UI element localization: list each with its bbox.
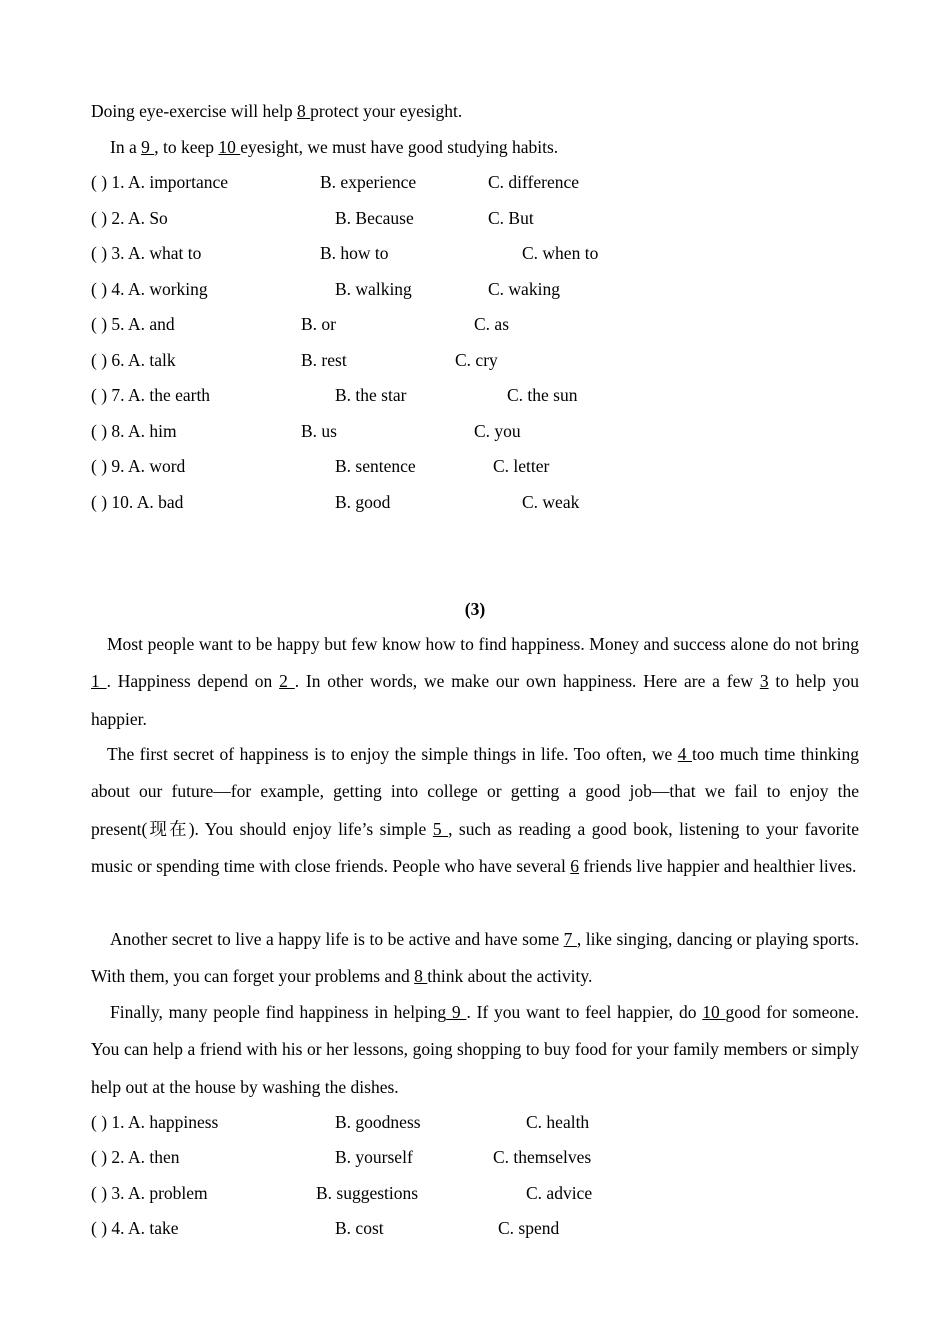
text: think about the activity. — [427, 966, 593, 987]
blank-9[interactable]: 9 — [446, 1002, 467, 1022]
blank-7[interactable]: 7 — [563, 929, 577, 949]
text: The first secret of happiness is to enjoy the simple things in life. Too often, we — [107, 744, 678, 764]
option-b[interactable]: B. suggestions — [316, 1183, 419, 1203]
text: eyesight, we must have good studying habits. — [240, 137, 559, 157]
option-c[interactable]: C. But — [488, 208, 534, 228]
text: protect your eyesight. — [310, 101, 463, 121]
option-c[interactable]: C. advice — [526, 1183, 593, 1203]
blank-10[interactable]: 10 — [702, 1002, 726, 1022]
text: Another secret to live a happy life is to be active and have some — [110, 929, 564, 949]
blank-2[interactable]: 2 — [279, 671, 295, 692]
question-2[interactable]: ( ) 2. A. then — [91, 1147, 180, 1167]
question-9[interactable]: ( ) 9. A. word — [91, 456, 186, 476]
option-c[interactable]: C. you — [474, 421, 521, 441]
text: friends live happier and healthier lives. — [578, 855, 857, 876]
text: In a — [110, 137, 142, 157]
text: to help you happier. — [91, 671, 859, 729]
question-1[interactable]: ( ) 1. A. importance — [91, 172, 229, 192]
section-title: (3) — [464, 599, 486, 619]
option-c[interactable]: C. waking — [488, 279, 560, 299]
option-c[interactable]: C. spend — [498, 1218, 560, 1238]
option-c[interactable]: C. as — [474, 314, 509, 334]
option-c[interactable]: C. when to — [522, 243, 599, 263]
blank-5[interactable]: 5 — [432, 818, 449, 839]
text: , to keep — [154, 137, 219, 157]
option-b[interactable]: B. how to — [320, 243, 389, 263]
paragraph-3 — [91, 921, 859, 996]
option-b[interactable]: B. us — [301, 421, 337, 441]
blank-3[interactable]: 3 — [759, 671, 769, 692]
option-c[interactable]: C. weak — [522, 492, 580, 512]
text: Most people want to be happy but few know how to find happiness. Money and success alone do not bring — [107, 634, 859, 654]
text: . If you want to feel happier, do — [466, 1002, 703, 1022]
blank-8[interactable]: 8 — [297, 101, 311, 121]
paragraph-2 — [91, 736, 859, 885]
option-c[interactable]: C. the sun — [507, 385, 578, 405]
option-c[interactable]: C. difference — [488, 172, 580, 192]
question-4[interactable]: ( ) 4. A. take — [91, 1218, 179, 1238]
question-5[interactable]: ( ) 5. A. and — [91, 314, 175, 334]
option-c[interactable]: C. cry — [455, 350, 498, 370]
question-3[interactable]: ( ) 3. A. problem — [91, 1183, 208, 1203]
option-b[interactable]: B. cost — [335, 1218, 384, 1238]
question-10[interactable]: ( ) 10. A. bad — [91, 492, 184, 512]
blank-10[interactable]: 10 — [218, 137, 241, 157]
text: . In other words, we make our own happiness. Here are a few — [294, 671, 760, 692]
question-1[interactable]: ( ) 1. A. happiness — [91, 1112, 219, 1132]
option-c[interactable]: C. letter — [493, 456, 550, 476]
passage-line-1 — [91, 99, 462, 123]
text: good for someone. You can help a friend with his or her lessons, going shopping to buy food for your family members or simply help out at the house by washing the dishes. — [91, 1002, 859, 1097]
text: Finally, many people find happiness in helping — [110, 1002, 447, 1022]
option-b[interactable]: B. sentence — [335, 456, 416, 476]
option-b[interactable]: B. yourself — [335, 1147, 413, 1167]
question-3[interactable]: ( ) 3. A. what to — [91, 243, 202, 263]
question-2[interactable]: ( ) 2. A. So — [91, 208, 168, 228]
text: , such as reading a good book, listening to your favorite music or spending time with close friends. People who have several — [91, 818, 860, 876]
blank-6[interactable]: 6 — [570, 855, 579, 876]
question-7[interactable]: ( ) 7. A. the earth — [91, 385, 211, 405]
blank-9[interactable]: 9 — [141, 137, 155, 157]
paragraph-4 — [91, 994, 859, 1106]
option-b[interactable]: B. experience — [320, 172, 417, 192]
question-6[interactable]: ( ) 6. A. talk — [91, 350, 176, 370]
question-4[interactable]: ( ) 4. A. working — [91, 279, 208, 299]
option-b[interactable]: B. walking — [335, 279, 412, 299]
option-c[interactable]: C. health — [526, 1112, 590, 1132]
blank-4[interactable]: 4 — [677, 744, 692, 764]
option-b[interactable]: B. Because — [335, 208, 414, 228]
option-b[interactable]: B. or — [301, 314, 336, 334]
text: Doing eye-exercise will help — [91, 101, 298, 121]
paragraph-1 — [91, 626, 859, 738]
blank-8[interactable]: 8 — [414, 966, 428, 987]
option-b[interactable]: B. the star — [335, 385, 407, 405]
option-b[interactable]: B. good — [335, 492, 391, 512]
text: too much time thinking about our future—for example, getting into college or getting a good job—that we fail to enjoy the present(现在). You should enjoy life’s simple — [91, 744, 860, 839]
option-b[interactable]: B. goodness — [335, 1112, 421, 1132]
option-b[interactable]: B. rest — [301, 350, 347, 370]
text: , like singing, dancing or playing sports. With them, you can forget your problems and — [91, 929, 859, 987]
text: . Happiness depend on — [106, 671, 280, 692]
option-c[interactable]: C. themselves — [493, 1147, 592, 1167]
blank-1[interactable]: 1 — [91, 671, 107, 692]
passage-line-2 — [110, 135, 558, 159]
question-8[interactable]: ( ) 8. A. him — [91, 421, 177, 441]
